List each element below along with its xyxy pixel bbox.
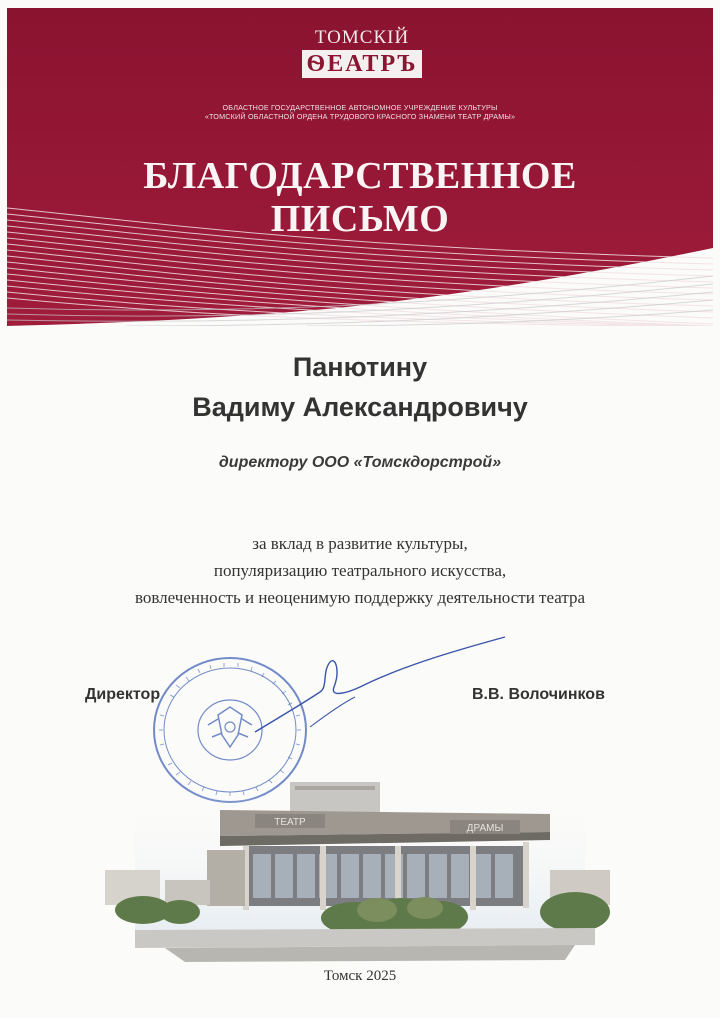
building-sign-right: ДРАМЫ (466, 823, 504, 834)
header-banner (7, 8, 713, 326)
org-name-line1: ОБЛАСТНОЕ ГОСУДАРСТВЕННОЕ АВТОНОМНОЕ УЧРЕЖДЕНИЕ КУЛЬТУРЫ (222, 103, 498, 112)
city-year: Томск 2025 (323, 968, 397, 984)
signatory-role: Директор (85, 686, 161, 703)
building-sign-left: ТЕАТР (274, 817, 306, 828)
org-name-line2: «ТОМСКИЙ ОБЛАСТНОЙ ОРДЕНА ТРУДОВОГО КРАСНОГО ЗНАМЕНИ ТЕАТР ДРАМЫ» (204, 112, 516, 121)
handwritten-signature (250, 632, 510, 742)
logo-line1: ТОМСКIЙ (314, 27, 410, 48)
signatory-name: В.В. Волочинков (472, 686, 605, 703)
body-line3: вовлеченность и неоценимую поддержку деятельности театра (134, 588, 586, 607)
theatre-building-photo (95, 770, 625, 965)
recipient-position: директору ООО «Томскдорстрой» (218, 454, 502, 471)
theatre-logo (300, 28, 424, 78)
recipient-name: Вадиму Александровичу (192, 392, 528, 422)
recipient-surname: Панютину (292, 352, 428, 382)
document-title-line2: ПИСЬМО (270, 198, 450, 240)
logo-line2: ѲЕАТРЪ (302, 50, 422, 78)
body-line1: за вклад в развитие культуры, (252, 534, 468, 553)
body-line2: популяризацию театрального искусства, (213, 561, 507, 580)
document-title-line1: БЛАГОДАРСТВЕННОЕ (143, 155, 577, 197)
